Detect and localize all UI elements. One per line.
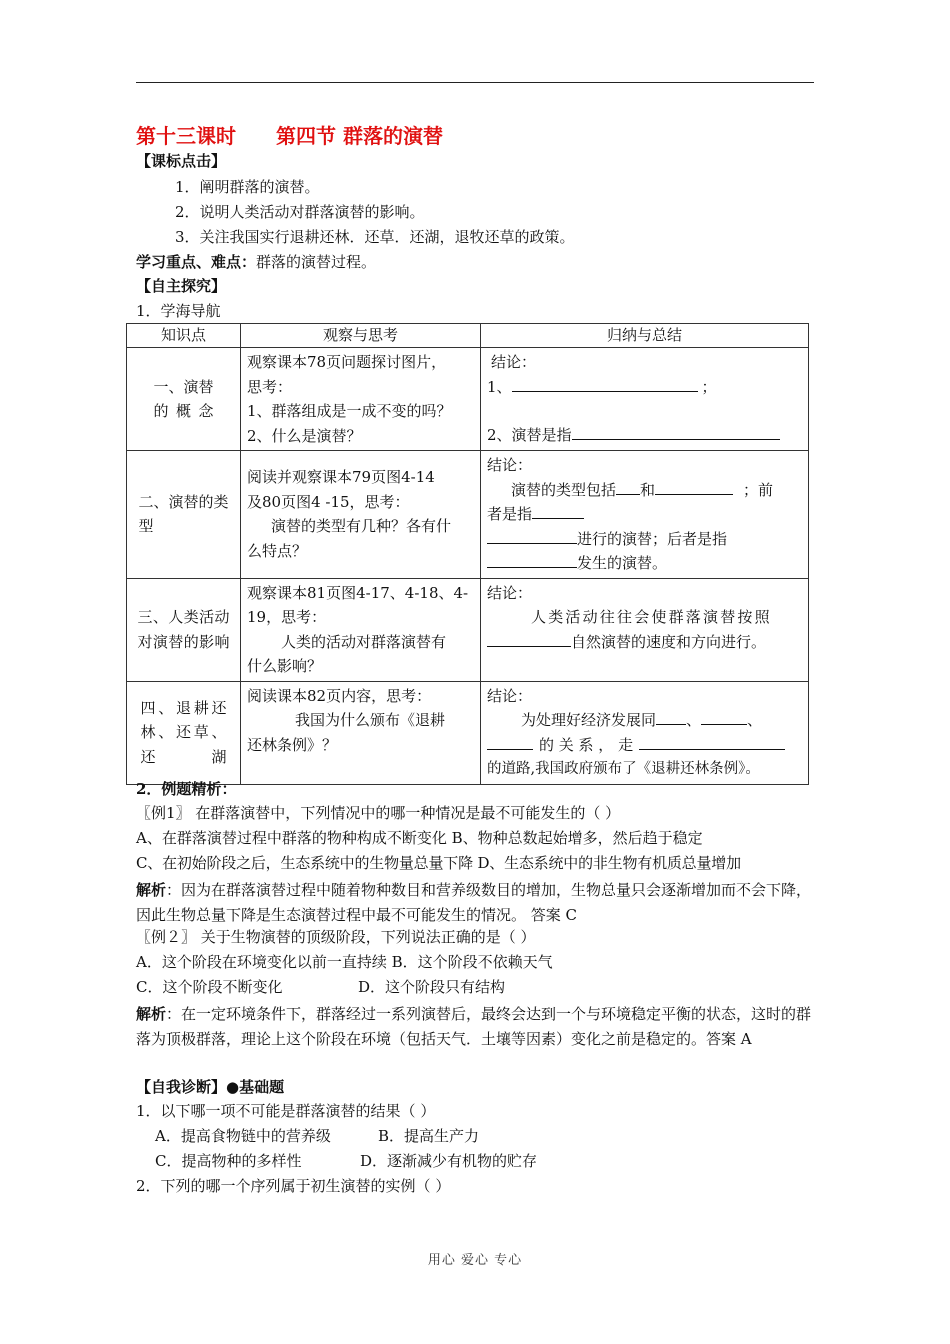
standard-item: 1．阐明群落的演替。 [175, 178, 320, 196]
observe-line: 什么影响？ [247, 657, 323, 675]
table-header: 归纳与总结 [481, 324, 809, 348]
focus-text: 群落的演替过程。 [256, 253, 377, 271]
answer-blank[interactable] [487, 528, 577, 544]
observe-line: 还林条例》？ [247, 735, 338, 754]
conclusion-line [487, 733, 802, 758]
answer-blank[interactable] [487, 552, 577, 568]
analysis-label: 解析 [136, 881, 167, 899]
analysis-label: 解析 [136, 1005, 167, 1023]
observe-cell [241, 578, 481, 681]
observe-cell [241, 348, 481, 451]
conclusion-text: 的 关 系 ， 走 [539, 735, 634, 754]
lesson-number: 第十三课时 [136, 124, 236, 148]
focus-line [136, 252, 376, 272]
page-title [136, 123, 443, 149]
standards-heading: 【课标点击】 [136, 152, 227, 170]
answer-blank[interactable] [487, 631, 571, 647]
table-header: 观察与思考 [241, 324, 481, 348]
table-row [127, 451, 809, 579]
examples-heading: 2．例题精析： [136, 780, 237, 798]
conclusion-line [487, 551, 802, 576]
answer-blank[interactable] [639, 734, 785, 750]
question1-option-a: A．提高食物链中的营养级 [155, 1127, 331, 1145]
conclusion-label: 结论： [491, 353, 537, 371]
observe-cell [241, 681, 481, 784]
example2-analysis [136, 1002, 816, 1051]
observe-line: 观察课本81页图4-17、4-18、4- [247, 583, 469, 602]
conclusion-line: 的道路,我国政府颁布了《退耕还林条例》。 [487, 761, 760, 777]
example1-analysis [136, 878, 816, 927]
conclusion-cell [481, 348, 809, 451]
conclusion-label: 结论： [487, 686, 533, 705]
topic-text: 四、退耕还林、还草、还湖 [140, 698, 227, 766]
example2-question: 〖例２〗 关于生物演替的顶级阶段，下列说法正确的是（ ） [136, 928, 536, 946]
observe-line: 么特点？ [247, 541, 308, 560]
example2-options-ab: A．这个阶段在环境变化以前一直持续 B．这个阶段不依赖天气 [136, 953, 553, 971]
observe-line: 19，思考： [247, 608, 327, 626]
section-title: 第四节 群落的演替 [276, 124, 443, 148]
answer-blank[interactable] [655, 479, 733, 495]
example2-option-c: C．这个阶段不断变化 [136, 978, 283, 996]
conclusion-text: 为处理好经济发展同 [521, 711, 657, 729]
analysis-text: ：在一定环境条件下，群落经过一系列演替后，最终会达到一个与环境稳定平衡的状态，这时的群落为顶极群落，理论上这个阶段在环境（包括天气．土壤等因素）变化之前是稳定的。答案 A [136, 1005, 812, 1048]
conclusion-label: 结论： [487, 456, 533, 474]
topic-cell [127, 681, 241, 784]
question1-option-d: D．逐渐减少有机物的贮存 [360, 1152, 538, 1170]
observe-line: 2、什么是演替？ [247, 426, 362, 445]
conclusion-text: 1、 [487, 377, 512, 396]
answer-blank[interactable] [616, 479, 640, 495]
conclusion-line [487, 478, 802, 503]
observe-line: 观察课本78页问题探讨图片， [247, 353, 447, 371]
conclusion-line [487, 708, 802, 733]
conclusion-text: 、 [686, 711, 702, 729]
observe-line: 阅读课本82页内容，思考： [247, 686, 432, 705]
answer-blank[interactable] [487, 734, 533, 750]
standard-item: 3．关注我国实行退耕还林．还草．还湖，退牧还草的政策。 [175, 228, 575, 246]
conclusion-line [487, 630, 802, 655]
topic-cell [127, 451, 241, 579]
conclusion-cell [481, 578, 809, 681]
example1-options-ab: A、在群落演替过程中群落的物种构成不断变化 B、物种总数起始增多，然后趋于稳定 [136, 829, 703, 847]
observe-line: 及80页图4 -15，思考： [247, 492, 410, 511]
conclusion-line: 人类活动往往会使群落演替按照 [531, 608, 772, 626]
conclusion-text: 和 [640, 480, 656, 499]
header-rule [136, 82, 814, 83]
conclusion-cell [481, 451, 809, 579]
observe-line: 思考： [247, 377, 293, 396]
standard-item: 2．说明人类活动对群落演替的影响。 [175, 203, 425, 221]
conclusion-line [487, 423, 802, 448]
observe-line: 1、群落组成是一成不变的吗？ [247, 402, 452, 420]
observe-line: 人类的活动对群落演替有 [281, 632, 447, 651]
table-header: 知识点 [127, 324, 241, 348]
focus-label: 学习重点、难点： [136, 253, 257, 271]
conclusion-line [487, 502, 802, 527]
table-row [127, 578, 809, 681]
conclusion-label: 结论： [487, 583, 533, 602]
example2-option-d: D．这个阶段只有结构 [358, 978, 506, 996]
observe-line: 演替的类型有几种？各有什 [271, 517, 452, 535]
page-footer: 用心 爱心 专心 [427, 1253, 523, 1268]
answer-blank[interactable] [512, 376, 698, 392]
conclusion-text: 、 [747, 711, 763, 729]
observe-line: 阅读并观察课本79页图4-14 [247, 468, 435, 486]
conclusion-text: ；前 [743, 480, 774, 499]
conclusion-cell [481, 681, 809, 784]
explore-heading: 【自主探究】 [136, 277, 227, 295]
conclusion-text: 2、演替是指 [487, 426, 572, 444]
observe-cell [241, 451, 481, 579]
observe-line: 我国为什么颁布《退耕 [295, 711, 446, 729]
explore-sub: 1．学海导航 [136, 302, 221, 320]
answer-blank[interactable] [572, 424, 780, 440]
topic-text: 二、演替的类型 [138, 492, 229, 536]
question2-stem: 2．下列的哪一个序列属于初生演替的实例（ ） [136, 1177, 451, 1195]
conclusion-text: 者是指 [487, 505, 533, 523]
topic-cell [127, 578, 241, 681]
example1-options-cd: C、在初始阶段之后，生态系统中的生物量总量下降 D、生态系统中的非生物有机质总量增加 [136, 854, 741, 872]
conclusion-line [487, 375, 802, 400]
conclusion-text: 演替的类型包括 [511, 480, 617, 499]
example1-question: 〖例1〗 在群落演替中，下列情况中的哪一种情况是最不可能发生的（ ） [136, 804, 621, 822]
analysis-text: ：因为在群落演替过程中随着物种数目和营养级数目的增加，生物总量只会逐渐增加而不会下降，因此生物总量下降是生态演替过程中最不可能发生的情况。 答案 C [136, 881, 812, 924]
table-row [127, 681, 809, 784]
conclusion-text: 自然演替的速度和方向进行。 [571, 632, 767, 651]
question1-option-b: B．提高生产力 [378, 1127, 480, 1145]
table-header-row [127, 324, 809, 348]
navigation-table [126, 323, 809, 785]
diagnosis-heading: 【自我诊断】●基础题 [136, 1078, 285, 1096]
conclusion-text: 发生的演替。 [577, 554, 668, 572]
answer-blank[interactable] [656, 709, 686, 725]
answer-blank[interactable] [532, 503, 584, 519]
table-row [127, 348, 809, 451]
question1-option-c: C．提高物种的多样性 [155, 1152, 302, 1170]
topic-cell [127, 348, 241, 451]
conclusion-line [487, 527, 802, 552]
topic-text: 一、演替的概念 [153, 377, 214, 420]
conclusion-text: 进行的演替；后者是指 [577, 529, 728, 548]
answer-blank[interactable] [701, 709, 747, 725]
question1-stem: 1．以下哪一项不可能是群落演替的结果（ ） [136, 1102, 436, 1120]
conclusion-text: ； [701, 377, 717, 396]
topic-text: 三、人类活动对演替的影响 [137, 608, 230, 651]
